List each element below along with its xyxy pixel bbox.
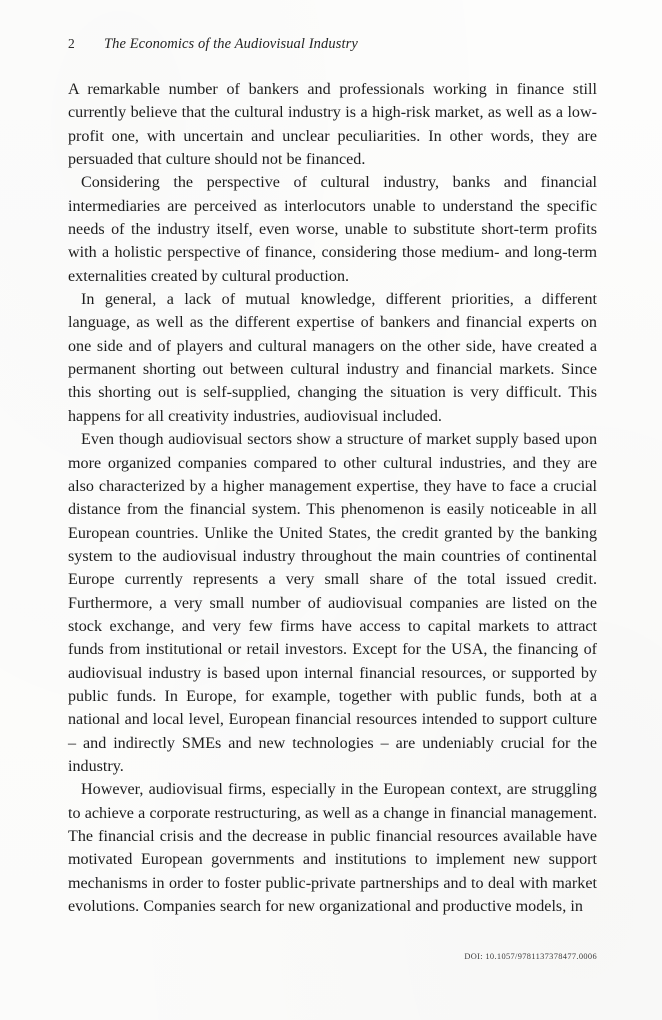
running-title: The Economics of the Audiovisual Industry (103, 36, 358, 52)
paragraph: Considering the perspective of cultural industry, banks and financial intermediaries are perceived as interlocutors unable to understand the specific needs of the industry itself, even worse, unable to substitute short-term profits with a holistic perspective of finance, considering those medium- and long-term externalities created by cultural production. (68, 174, 597, 285)
doi-footer: DOI: 10.1057/9781137378477.0006 (464, 952, 597, 961)
paragraph: A remarkable number of bankers and professionals working in finance still currently believe that the cultural industry is a high-risk market, as well as a low-profit one, with uncertain and unclear peculiarities. In other words, they are persuaded that culture should not be financed. (68, 81, 597, 169)
running-head (68, 36, 597, 56)
paragraph: In general, a lack of mutual knowledge, different priorities, a different language, as well as the different expertise of bankers and financial experts on one side and of players and cultural managers on the other side, have created a permanent shorting out between cultural industry and financial markets. Since this shorting out is self-supplied, changing the situation is very difficult. This happens for all creativity industries, audiovisual included. (68, 291, 597, 425)
body-text (68, 78, 597, 918)
page-content (68, 0, 597, 1020)
paragraph: However, audiovisual firms, especially in the European context, are struggling to achieve a corporate restructuring, as well as a change in financial management. The financial crisis and the decrease in public financial resources available have motivated European governments and institutions to implement new support mechanisms in order to foster public-private partnerships and to deal with market evolutions. Companies search for new organizational and productive models, in (68, 781, 597, 916)
paragraph: Even though audiovisual sectors show a structure of market supply based upon more organized companies compared to other cultural industries, and they are also characterized by a higher management expertise, they have to face a crucial distance from the financial system. This phenomenon is easily noticeable in all European countries. Unlike the United States, the credit granted by the banking system to the audiovisual industry throughout the main countries of continental Europe currently represents a very small share of the total issued credit. Furthermore, a very small number of audiovisual companies are listed on the stock exchange, and very few firms have access to capital markets to attract funds from institutional or retail investors. Except for the USA, the financing of audiovisual industry is based upon internal financial resources, or supported by public funds. In Europe, for example, together with public funds, both at a national and local level, European financial resources intended to support culture – and indirectly SMEs and new technologies – are undeniably crucial for the industry. (68, 431, 597, 775)
page-number: 2 (68, 36, 75, 51)
